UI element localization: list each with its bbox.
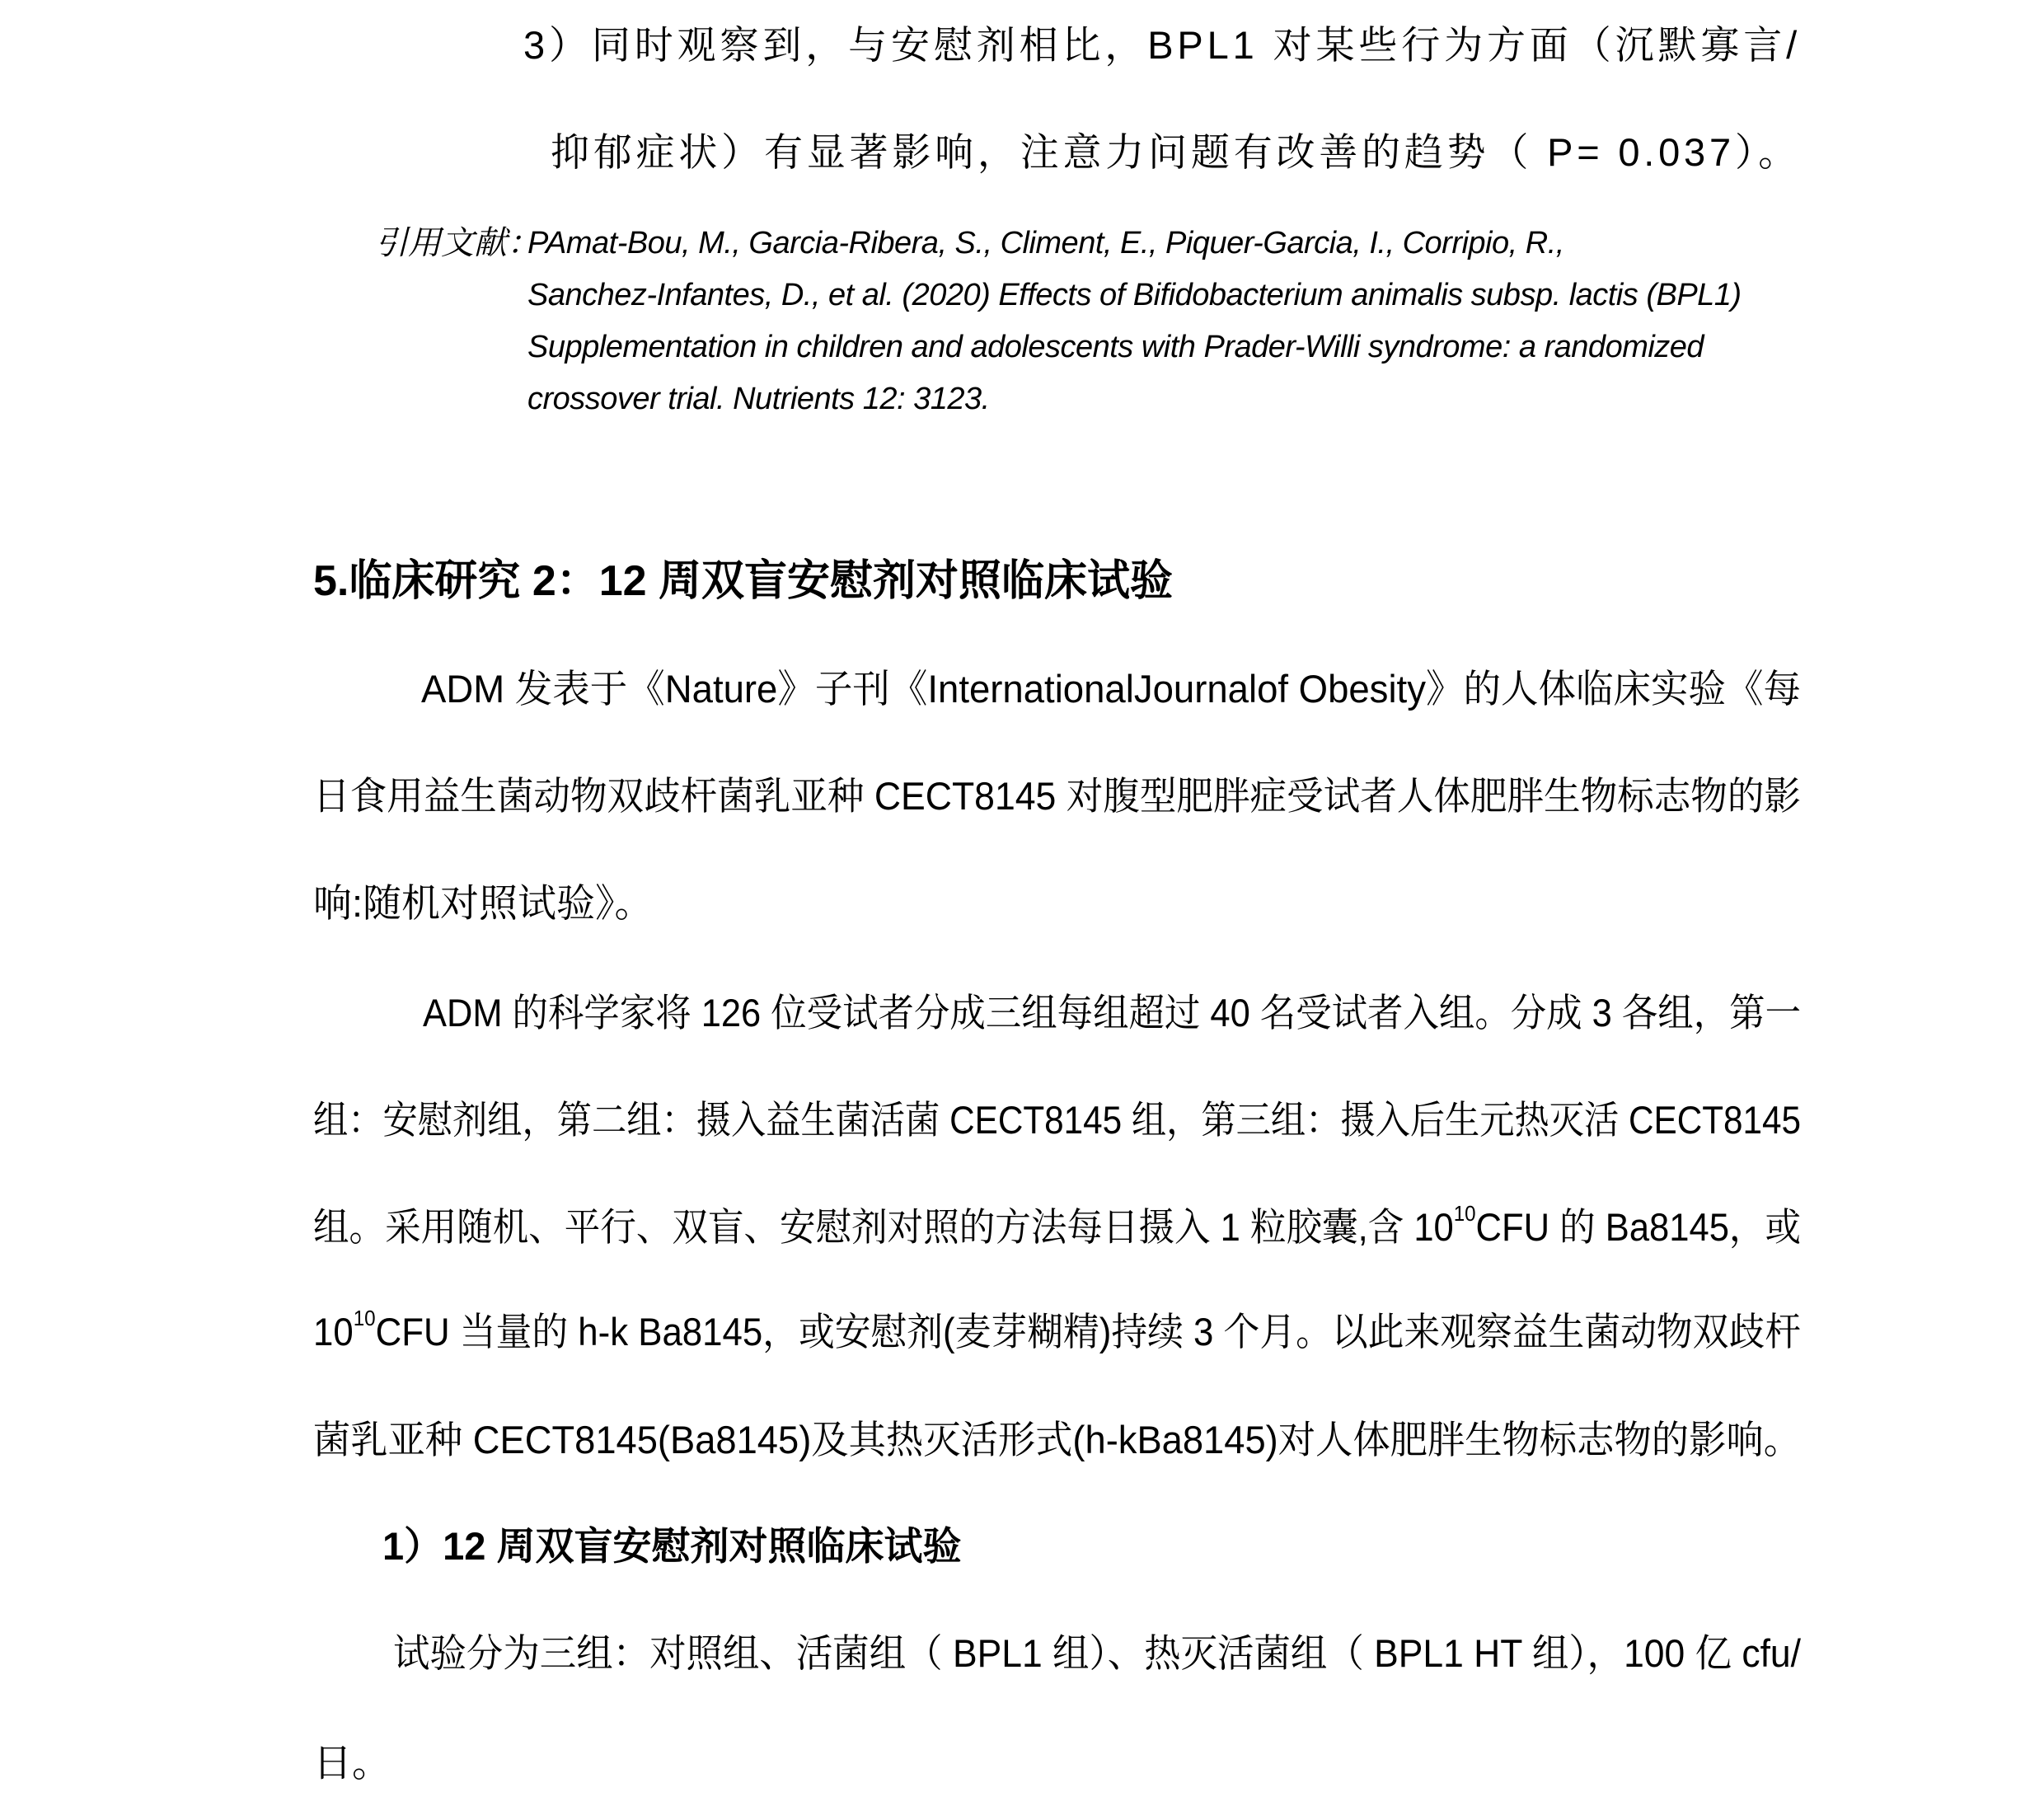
observation-line-2: [313, 130, 1801, 175]
section-heading-text: 5.临床研究 2：12 周双盲安慰剂对照临床试验: [313, 557, 1174, 605]
para2-line-2: [313, 1098, 1801, 1142]
subheading-1: [313, 1524, 1801, 1569]
citation-line: [313, 381, 1801, 417]
citation-line-1-text: PAmat-Bou, M., Garcia-Ribera, S., Climent, E., Piquer-Garcia, I., Corripio, R.,: [527, 226, 1564, 260]
citation-line-4-text: crossover trial. Nutrients 12: 3123.: [527, 382, 990, 416]
citation-line: [313, 277, 1801, 313]
para2-line-4-text: 1010CFU 当量的 h-k Ba8145，或安慰剂(麦芽糊精)持续 3 个月。以此来观察益生菌动物双歧杆: [313, 1306, 1801, 1353]
para2-line-3: [313, 1201, 1801, 1250]
para1-line-2-text: 日食用益生菌动物双歧杆菌乳亚种 CECT8145 对腹型肥胖症受试者人体肥胖生物标志物的影: [313, 774, 1801, 818]
para2-line-3-text: 组。采用随机、平行、双盲、安慰剂对照的方法每日摄入 1 粒胶囊,含 1010CFU 的 Ba8145，或: [313, 1201, 1801, 1249]
para2-line-4-base: 10: [313, 1310, 354, 1353]
para2-line-3-post: CFU 的 Ba8145，或: [1475, 1205, 1801, 1249]
observation-line-1-text: 3）同时观察到，与安慰剂相比，BPL1 对某些行为方面（沉默寡言/: [523, 23, 1801, 67]
observation-line-1: [313, 23, 1801, 68]
para2-line-5-text: 菌乳亚种 CECT8145(Ba8145)及其热灭活形式(h-kBa8145)对人体肥胖生物标志物的影响。: [313, 1418, 1801, 1461]
para3-line-2: [313, 1741, 1801, 1785]
para3-line-2-text: 日。: [313, 1741, 391, 1785]
citation-line-2-text: Sanchez-Infantes, D., et al. (2020) Effects of Bifidobacterium animalis subsp. lactis (BPL1): [527, 278, 1742, 312]
citation-line: [313, 225, 1801, 261]
observation-line-2-text: 抑郁症状）有显著影响，注意力问题有改善的趋势（ P= 0.037）。: [551, 130, 1801, 174]
para2-line-1: [313, 991, 1801, 1035]
document-content: [313, 0, 1801, 1806]
para2-line-3-pre: 组。采用随机、平行、双盲、安慰剂对照的方法每日摄入 1 粒胶囊,含 10: [313, 1205, 1454, 1249]
para3-line-1-text: 试验分为三组：对照组、活菌组（ BPL1 组）、热灭活菌组（ BPL1 HT 组），100 亿 cfu/: [393, 1631, 1801, 1675]
para1-line-3: [313, 881, 1801, 926]
para1-line-1: [313, 667, 1801, 711]
para2-line-4-post: CFU 当量的 h-k Ba8145，或安慰剂(麦芽糊精)持续 3 个月。以此来观察益生菌动物双歧杆: [375, 1310, 1801, 1353]
para2-line-5: [313, 1418, 1801, 1462]
para1-line-2: [313, 774, 1801, 819]
citation-line-3-text: Supplementation in children and adolescents with Prader-Willi syndrome: a randomized: [527, 330, 1704, 364]
para1-line-1-text: ADM 发表于《Nature》子刊《InternationalJournalof Obesity》的人体临床实验《每: [421, 667, 1801, 711]
section-heading: [313, 559, 1801, 603]
para2-line-2-text: 组：安慰剂组，第二组：摄入益生菌活菌 CECT8145 组，第三组：摄入后生元热灭活 CECT8145: [313, 1098, 1801, 1142]
subheading-1-text: 1）12 周双盲安慰剂对照临床试验: [382, 1524, 962, 1568]
para1-line-3-text: 响:随机对照试验》。: [313, 881, 654, 925]
para2-line-4: [313, 1306, 1801, 1354]
citation-label: 引用文献：: [375, 225, 540, 261]
para3-line-1: [313, 1631, 1801, 1676]
para2-line-1-text: ADM 的科学家将 126 位受试者分成三组每组超过 40 名受试者入组。分成 3 各组，第一: [423, 991, 1801, 1034]
citation-line: [313, 329, 1801, 365]
